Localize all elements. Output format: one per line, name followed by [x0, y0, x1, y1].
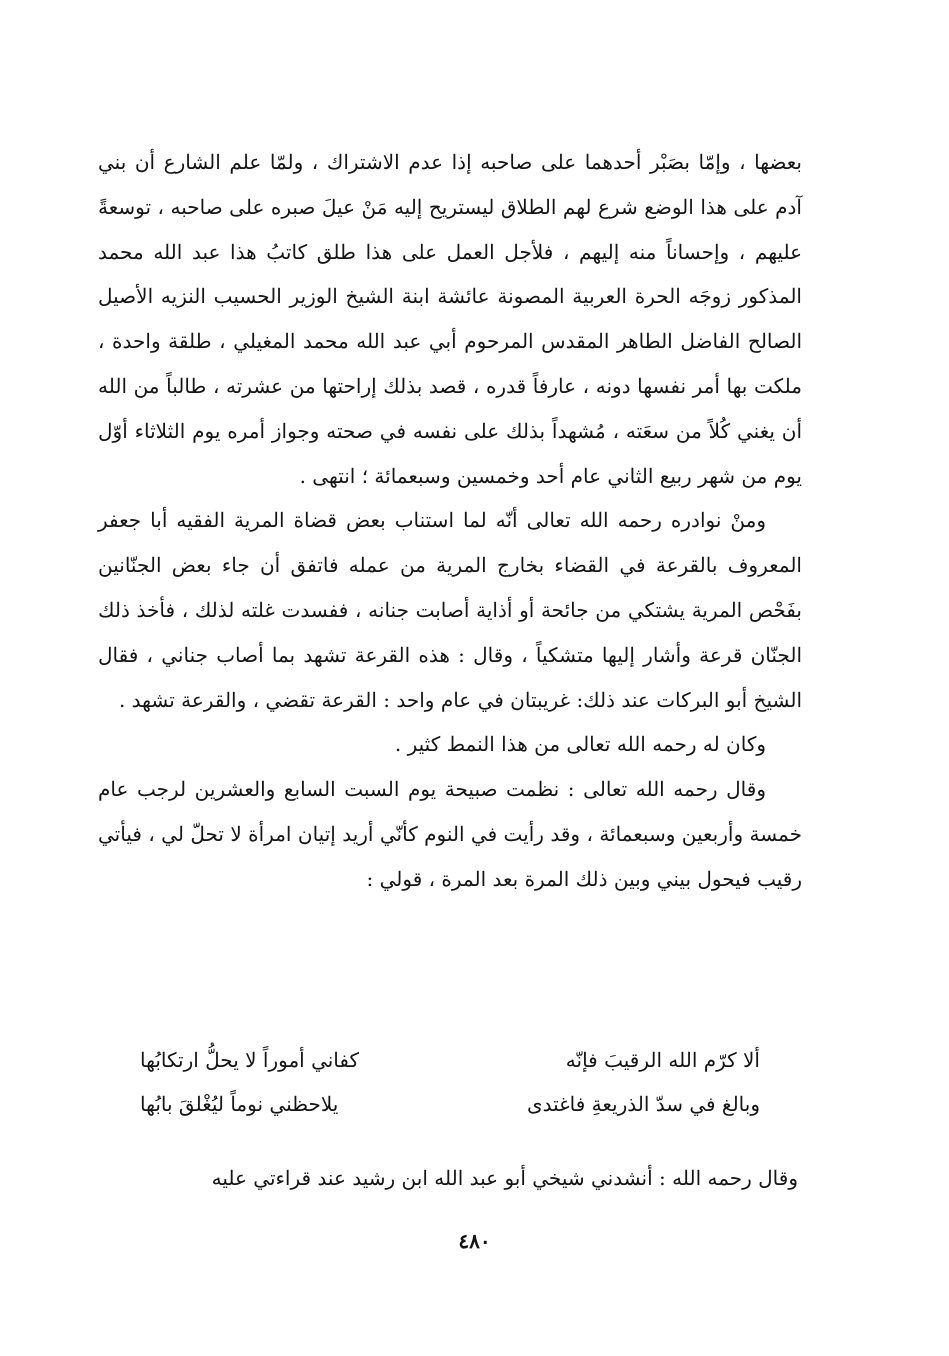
page-number: ٤٨٠ — [458, 1229, 491, 1253]
paragraph-note: وكان له رحمه الله تعالى من هذا النمط كثير . — [394, 732, 766, 757]
paragraph-anecdote-qaraa: ومنْ نوادره رحمه الله تعالى أنّه لما استناب بعض قضاة المرية الفقيه أبا جعفر المعروف بالقرعة في القضاء بخارج المرية من عمله فاتفق أن جاء بعض الجنّانين بفَحْص المرية يشتكي من جائحة أو أذاية أصابت جنانه ، ففسدت غلته لذلك ، فأخذ ذلك الجنّان قرعة وأشار إليها متشكياً ، وقال : هذه القرعة تشهد بما أصاب جناني ، فقال الشيخ أبو البركات عند ذلك: غريبتان في عام واحد : القرعة تقضي ، والقرعة تشهد . — [98, 508, 802, 712]
poem-first-hemistich: ألا كرّم الله الرقيبَ فإنّه — [565, 1048, 760, 1072]
poem-first-hemistich: وبالغ في سدّ الذريعةِ فاغتدى — [526, 1092, 760, 1116]
paragraph-dream-poem-intro: وقال رحمه الله تعالى : نظمت صبيحة يوم السبت السابع والعشرين لرجب عام خمسة وأربعين وسبعمائة ، وقد رأيت في النوم كأنّي أريد إتيان امرأة لا تحلّ لي ، فيأتي رقيب فيحول بيني وبين ذلك المرة بعد المرة ، قولي : — [98, 777, 802, 891]
body-text — [98, 140, 802, 902]
poem-verse — [140, 1038, 760, 1082]
closing-line: وقال رحمه الله : أنشدني شيخي أبو عبد الله ابن رشيد عند قراءتي عليه — [211, 1166, 798, 1190]
poem-second-hemistich: يلاحظني نوماً ليُغْلقَ بابُها — [140, 1092, 339, 1116]
poem-second-hemistich: كفاني أموراً لا يحلُّ ارتكابُها — [140, 1048, 360, 1072]
poem-verse — [140, 1082, 760, 1126]
paragraph-divorce-record: بعضها ، وإمّا بصَبْر أحدهما على صاحبه إذا عدم الاشتراك ، ولمّا علم الشارع أن بني آدم على هذا الوضع شرع لهم الطلاق ليستريح إليه مَنْ عيلَ صبره على صاحبه ، توسعةً عليهم ، وإحساناً منه إليهم ، فلأجل العمل على هذا طلق كاتبُ هذا عبد الله محمد المذكور زوجَه الحرة العربية المصونة عائشة ابنة الشيخ الوزير الحسيب النزيه الأصيل الصالح الفاضل الطاهر المقدس المرحوم أبي عبد الله محمد المغيلي ، طلقة واحدة ، ملكت بها أمر نفسها دونه ، عارفاً قدره ، قصد بذلك إراحتها من عشرته ، طالباً من الله أن يغني كُلاً من سعَته ، مُشهداً بذلك على نفسه في صحته وجواز أمره يوم الثلاثاء أوّل يوم من شهر ربيع الثاني عام أحد وخمسين وسبعمائة ؛ انتهى . — [98, 150, 802, 488]
poem — [140, 1038, 760, 1126]
